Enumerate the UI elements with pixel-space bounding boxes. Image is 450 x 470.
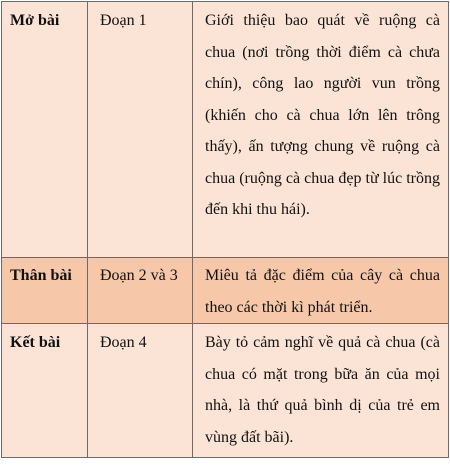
essay-structure-table <box>1 1 449 458</box>
content-cell: Giới thiệu bao quát về ruộng cà chua (nơi trồng thời điểm cà chưa chín), công lao người vun trồng (khiến cho cà chua lớn lên trông thấy), ấn tượng chung về ruộng cà chua (ruộng cà chua đẹp từ lúc trồng đến khi thu hái). <box>193 2 449 258</box>
paragraph-cell: Đoạn 2 và 3 <box>88 258 193 324</box>
section-cell: Mở bài <box>2 2 88 258</box>
section-cell: Thân bài <box>2 258 88 324</box>
table-row <box>2 258 449 324</box>
table-row <box>2 324 449 458</box>
content-cell: Bày tỏ cảm nghĩ về quả cà chua (cà chua có mặt trong bữa ăn của mọi nhà, là thứ quả bình dị của trẻ em vùng đất bãi). <box>193 324 449 458</box>
content-cell: Miêu tả đặc điểm của cây cà chua theo các thời kì phát triển. <box>193 258 449 324</box>
table-row <box>2 2 449 258</box>
paragraph-cell: Đoạn 4 <box>88 324 193 458</box>
section-cell: Kết bài <box>2 324 88 458</box>
paragraph-cell: Đoạn 1 <box>88 2 193 258</box>
